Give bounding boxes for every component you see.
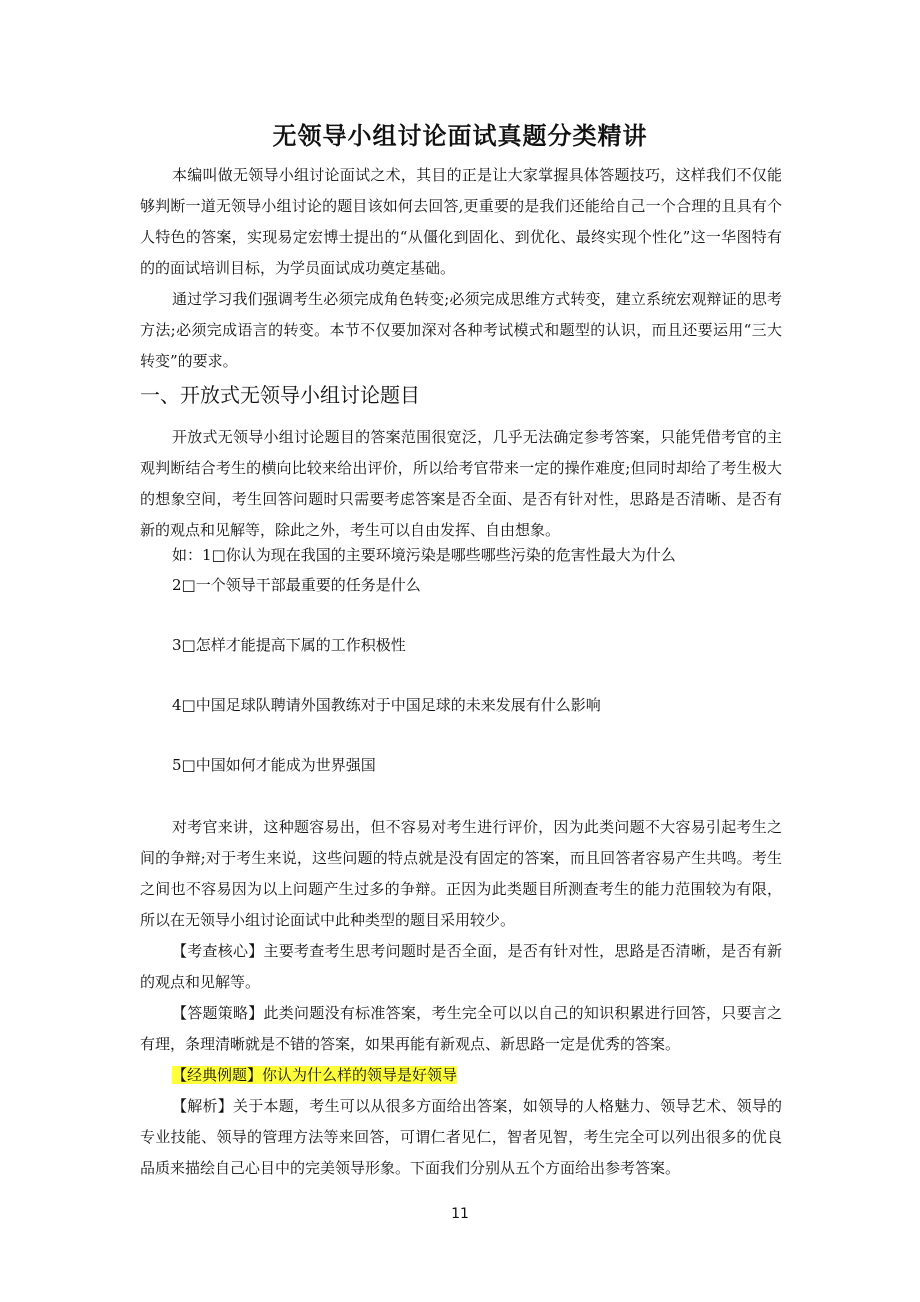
classic-example-paragraph (140, 1060, 782, 1091)
core-text: 主要考查考生思考问题时是否全面，是否有针对性，思路是否清晰，是否有新的观点和见解等。 (140, 942, 782, 991)
strategy-paragraph (140, 998, 782, 1060)
core-tag: 【考查核心】 (172, 942, 264, 960)
example-question-3: 3□怎样才能提高下属的工作积极性 (172, 636, 406, 654)
example-tag: 【经典例题】 (172, 1066, 263, 1084)
example-question-5: 5□中国如何才能成为世界强国 (172, 756, 376, 774)
section-description: 开放式无领导小组讨论题目的答案范围很宽泛，几乎无法确定参考答案，只能凭借考官的主观判断结合考生的横向比较来给出评价，所以给考官带来一定的操作难度;但同时却给了考生极大的想象空间，考生回答问题时只需要考虑答案是否全面、是否有针对性，思路是否清晰、是否有新的观点和见解等，除此之外，考生可以自由发挥、自由想象。 (140, 428, 782, 539)
page-title: 无领导小组讨论面试真题分类精讲 (272, 122, 648, 150)
example-question-2: 2□一个领导干部最重要的任务是什么 (172, 576, 421, 594)
example-text: 你认为什么样的领导是好领导 (262, 1066, 458, 1084)
example-question-4: 4□中国足球队聘请外国教练对于中国足球的未来发展有什么影响 (172, 696, 601, 714)
analysis-tag: 【解析】 (172, 1097, 234, 1115)
evaluation-paragraph: 对考官来讲，这种题容易出，但不容易对考生进行评价，因为此类问题不大容易引起考生之间的争辩;对于考生来说，这些问题的特点就是没有固定的答案，而且回答者容易产生共鸣。考生之间也不容易因为以上问题产生过多的争辩。正因为此类题目所测查考生的能力范围较为有限，所以在无领导小组讨论面试中此种类型的题目采用较少。 (140, 818, 782, 929)
classic-example-highlight (172, 1066, 457, 1084)
core-paragraph (140, 936, 782, 998)
analysis-text: 关于本题，考生可以从很多方面给出答案，如领导的人格魅力、领导艺术、领导的专业技能、领导的管理方法等来回答，可谓仁者见仁，智者见智，考生完全可以列出很多的优良品质来描绘自己心目中的完美领导形象。下面我们分别从五个方面给出参考答案。 (140, 1097, 782, 1177)
page-number: 11 (451, 1206, 469, 1222)
strategy-text: 此类问题没有标准答案，考生完全可以以自己的知识积累进行回答，只要言之有理，条理清晰就是不错的答案，如果再能有新观点、新思路一定是优秀的答案。 (140, 1004, 782, 1053)
intro-paragraph-1: 本编叫做无领导小组讨论面试之术，其目的正是让大家掌握具体答题技巧，这样我们不仅能够判断一道无领导小组讨论的题目该如何去回答,更重要的是我们还能给自己一个合理的且具有个人特色的答案，实现易定宏博士提出的“从僵化到固化、到优化、最终实现个性化”这一华图特有的的面试培训目标，为学员面试成功奠定基础。 (140, 166, 782, 277)
section-heading: 一、开放式无领导小组讨论题目 (140, 383, 420, 407)
analysis-paragraph (140, 1091, 782, 1184)
strategy-tag: 【答题策略】 (172, 1004, 264, 1022)
example-question-1: 如：1□你认为现在我国的主要环境污染是哪些哪些污染的危害性最大为什么 (172, 546, 676, 564)
intro-paragraph-2: 通过学习我们强调考生必须完成角色转变;必须完成思维方式转变，建立系统宏观辩证的思考方法;必须完成语言的转变。本节不仅要加深对各种考试模式和题型的认识，而且还要运用“三大转变”的要求。 (140, 290, 782, 370)
